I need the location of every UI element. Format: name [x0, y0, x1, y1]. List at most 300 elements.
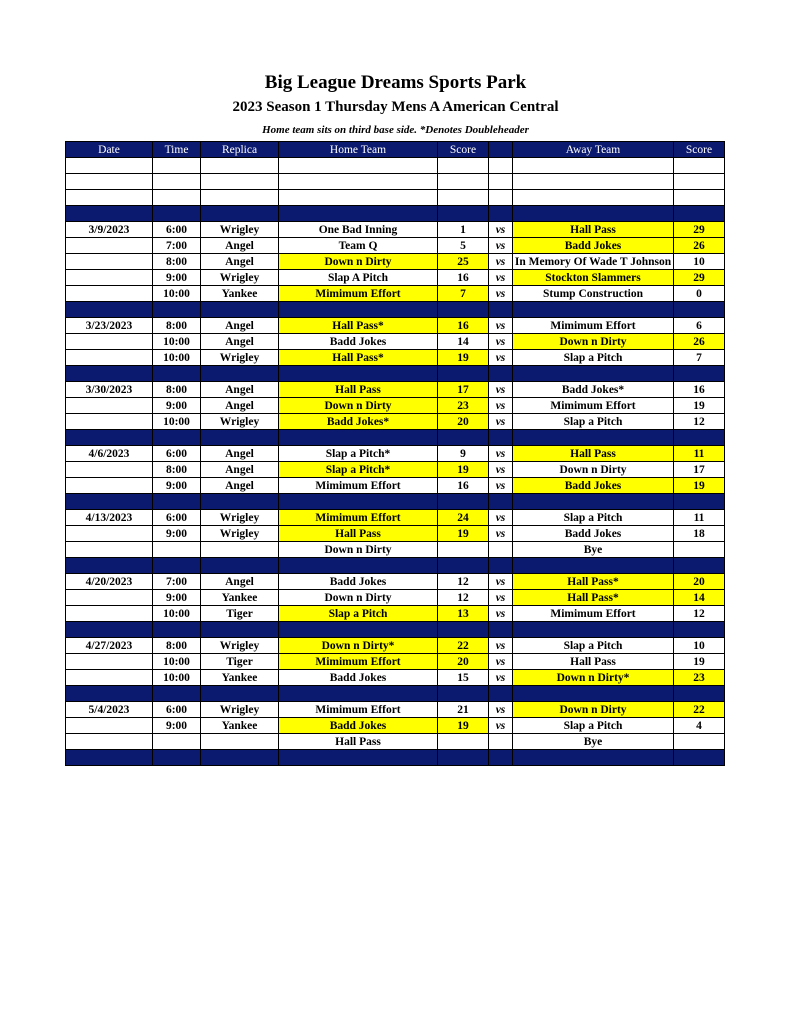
time-cell: 10:00 — [153, 654, 201, 670]
separator-cell — [513, 558, 674, 574]
away-score-cell: 6 — [674, 318, 725, 334]
col-header: Away Team — [513, 142, 674, 158]
blank-row — [66, 190, 725, 206]
away-team-cell: Down n Dirty — [513, 462, 674, 478]
blank-cell — [201, 174, 279, 190]
blank-cell — [279, 174, 438, 190]
away-score-cell: 19 — [674, 478, 725, 494]
home-score-cell: 15 — [438, 670, 489, 686]
vs-cell: vs — [489, 270, 513, 286]
away-score-cell: 19 — [674, 398, 725, 414]
col-header: Replica — [201, 142, 279, 158]
replica-cell: Wrigley — [201, 270, 279, 286]
blank-cell — [279, 190, 438, 206]
separator-cell — [201, 302, 279, 318]
blank-row — [66, 174, 725, 190]
game-row — [66, 654, 725, 670]
date-cell — [66, 350, 153, 366]
away-score-cell: 10 — [674, 254, 725, 270]
game-row — [66, 638, 725, 654]
vs-cell: vs — [489, 638, 513, 654]
separator-cell — [201, 430, 279, 446]
away-score-cell: 29 — [674, 222, 725, 238]
away-team-cell: Mimimum Effort — [513, 398, 674, 414]
blank-row — [66, 158, 725, 174]
home-score-cell: 7 — [438, 286, 489, 302]
date-cell: 3/9/2023 — [66, 222, 153, 238]
game-row — [66, 462, 725, 478]
home-score-cell: 19 — [438, 526, 489, 542]
time-cell: 10:00 — [153, 606, 201, 622]
separator-cell — [489, 686, 513, 702]
separator-cell — [674, 494, 725, 510]
separator-row — [66, 430, 725, 446]
vs-cell: vs — [489, 446, 513, 462]
home-score-cell: 19 — [438, 350, 489, 366]
replica-cell: Wrigley — [201, 350, 279, 366]
blank-cell — [66, 174, 153, 190]
home-score-cell: 5 — [438, 238, 489, 254]
away-score-cell: 12 — [674, 606, 725, 622]
time-cell — [153, 542, 201, 558]
vs-cell: vs — [489, 670, 513, 686]
game-row — [66, 222, 725, 238]
home-team-cell: Team Q — [279, 238, 438, 254]
away-team-cell: Hall Pass — [513, 222, 674, 238]
away-team-cell: Slap a Pitch — [513, 718, 674, 734]
blank-cell — [513, 174, 674, 190]
time-cell — [153, 734, 201, 750]
away-score-cell: 16 — [674, 382, 725, 398]
separator-cell — [438, 494, 489, 510]
time-cell: 7:00 — [153, 238, 201, 254]
blank-cell — [674, 158, 725, 174]
separator-cell — [279, 430, 438, 446]
separator-cell — [279, 302, 438, 318]
home-team-cell: Mimimum Effort — [279, 478, 438, 494]
date-cell — [66, 734, 153, 750]
away-team-cell: Bye — [513, 734, 674, 750]
separator-cell — [66, 206, 153, 222]
game-row — [66, 574, 725, 590]
separator-cell — [513, 206, 674, 222]
home-score-cell: 16 — [438, 478, 489, 494]
page-subtitle: 2023 Season 1 Thursday Mens A American Central — [232, 99, 559, 115]
home-team-cell: Mimimum Effort — [279, 510, 438, 526]
game-row — [66, 382, 725, 398]
replica-cell: Tiger — [201, 654, 279, 670]
date-cell: 5/4/2023 — [66, 702, 153, 718]
replica-cell: Angel — [201, 382, 279, 398]
page-title: Big League Dreams Sports Park — [264, 72, 527, 93]
home-score-cell: 21 — [438, 702, 489, 718]
game-row — [66, 350, 725, 366]
blank-cell — [674, 174, 725, 190]
away-score-cell: 7 — [674, 350, 725, 366]
away-team-cell: Down n Dirty* — [513, 670, 674, 686]
replica-cell: Angel — [201, 446, 279, 462]
home-team-cell: Down n Dirty* — [279, 638, 438, 654]
separator-cell — [513, 302, 674, 318]
date-cell — [66, 254, 153, 270]
date-cell — [66, 398, 153, 414]
separator-cell — [66, 430, 153, 446]
home-score-cell: 16 — [438, 270, 489, 286]
time-cell: 10:00 — [153, 350, 201, 366]
vs-cell: vs — [489, 238, 513, 254]
separator-cell — [153, 494, 201, 510]
separator-cell — [201, 622, 279, 638]
away-team-cell: Slap a Pitch — [513, 414, 674, 430]
game-row — [66, 702, 725, 718]
home-score-cell: 24 — [438, 510, 489, 526]
blank-cell — [153, 190, 201, 206]
vs-cell: vs — [489, 382, 513, 398]
home-team-cell: Down n Dirty — [279, 590, 438, 606]
col-header: Home Team — [279, 142, 438, 158]
home-score-cell: 13 — [438, 606, 489, 622]
replica-cell: Wrigley — [201, 638, 279, 654]
away-score-cell: 10 — [674, 638, 725, 654]
date-cell — [66, 670, 153, 686]
home-score-cell: 20 — [438, 654, 489, 670]
time-cell: 10:00 — [153, 334, 201, 350]
home-team-cell: Hall Pass* — [279, 318, 438, 334]
away-score-cell: 11 — [674, 446, 725, 462]
time-cell: 10:00 — [153, 414, 201, 430]
replica-cell: Wrigley — [201, 414, 279, 430]
col-header: Date — [66, 142, 153, 158]
replica-cell: Angel — [201, 238, 279, 254]
home-team-cell: Badd Jokes — [279, 334, 438, 350]
home-team-cell: Down n Dirty — [279, 542, 438, 558]
away-team-cell: Stockton Slammers — [513, 270, 674, 286]
replica-cell: Yankee — [201, 590, 279, 606]
away-score-cell — [674, 542, 725, 558]
separator-cell — [674, 686, 725, 702]
game-row — [66, 590, 725, 606]
home-team-cell: Badd Jokes — [279, 574, 438, 590]
time-cell: 9:00 — [153, 718, 201, 734]
date-cell: 4/6/2023 — [66, 446, 153, 462]
separator-cell — [279, 686, 438, 702]
separator-cell — [153, 750, 201, 766]
vs-cell — [489, 734, 513, 750]
vs-cell: vs — [489, 286, 513, 302]
date-cell: 3/23/2023 — [66, 318, 153, 334]
separator-cell — [513, 750, 674, 766]
game-row — [66, 254, 725, 270]
separator-row — [66, 686, 725, 702]
blank-cell — [438, 174, 489, 190]
separator-cell — [674, 622, 725, 638]
away-score-cell: 11 — [674, 510, 725, 526]
separator-cell — [66, 302, 153, 318]
away-team-cell: Badd Jokes — [513, 238, 674, 254]
date-cell — [66, 462, 153, 478]
separator-cell — [513, 494, 674, 510]
separator-row — [66, 366, 725, 382]
time-cell: 9:00 — [153, 398, 201, 414]
home-team-cell: Slap A Pitch — [279, 270, 438, 286]
blank-cell — [513, 190, 674, 206]
separator-cell — [66, 494, 153, 510]
replica-cell: Wrigley — [201, 510, 279, 526]
separator-cell — [279, 206, 438, 222]
separator-cell — [438, 686, 489, 702]
vs-cell: vs — [489, 222, 513, 238]
time-cell: 6:00 — [153, 222, 201, 238]
separator-cell — [674, 430, 725, 446]
header-row — [66, 142, 725, 158]
separator-cell — [438, 622, 489, 638]
separator-cell — [201, 750, 279, 766]
separator-cell — [66, 366, 153, 382]
home-team-cell: Badd Jokes — [279, 718, 438, 734]
col-header: Score — [674, 142, 725, 158]
home-score-cell: 17 — [438, 382, 489, 398]
home-team-cell: Slap a Pitch* — [279, 446, 438, 462]
col-header: Time — [153, 142, 201, 158]
home-team-cell: Mimimum Effort — [279, 654, 438, 670]
separator-cell — [153, 430, 201, 446]
home-team-cell: One Bad Inning — [279, 222, 438, 238]
date-cell: 4/13/2023 — [66, 510, 153, 526]
home-score-cell: 12 — [438, 574, 489, 590]
date-cell — [66, 590, 153, 606]
game-row — [66, 398, 725, 414]
time-cell: 8:00 — [153, 382, 201, 398]
vs-cell: vs — [489, 590, 513, 606]
home-team-cell: Down n Dirty — [279, 254, 438, 270]
home-score-cell: 19 — [438, 462, 489, 478]
time-cell: 7:00 — [153, 574, 201, 590]
separator-cell — [513, 622, 674, 638]
separator-cell — [153, 366, 201, 382]
home-team-cell: Slap a Pitch* — [279, 462, 438, 478]
away-team-cell: Down n Dirty — [513, 702, 674, 718]
separator-cell — [153, 206, 201, 222]
game-row — [66, 270, 725, 286]
vs-cell: vs — [489, 254, 513, 270]
away-score-cell — [674, 734, 725, 750]
separator-cell — [489, 302, 513, 318]
game-row — [66, 318, 725, 334]
separator-cell — [153, 302, 201, 318]
home-score-cell — [438, 542, 489, 558]
date-cell — [66, 526, 153, 542]
date-cell — [66, 542, 153, 558]
game-row — [66, 670, 725, 686]
away-team-cell: Badd Jokes* — [513, 382, 674, 398]
vs-cell: vs — [489, 318, 513, 334]
separator-cell — [66, 558, 153, 574]
away-score-cell: 23 — [674, 670, 725, 686]
away-team-cell: Hall Pass — [513, 446, 674, 462]
game-row — [66, 334, 725, 350]
home-score-cell: 1 — [438, 222, 489, 238]
vs-cell: vs — [489, 398, 513, 414]
home-score-cell: 20 — [438, 414, 489, 430]
blank-cell — [438, 190, 489, 206]
blank-cell — [489, 190, 513, 206]
schedule-note: Home team sits on third base side. *Denotes Doubleheader — [262, 124, 529, 136]
separator-cell — [279, 558, 438, 574]
date-cell: 4/27/2023 — [66, 638, 153, 654]
separator-cell — [279, 622, 438, 638]
away-team-cell: Mimimum Effort — [513, 318, 674, 334]
separator-cell — [489, 750, 513, 766]
away-team-cell: Stump Construction — [513, 286, 674, 302]
home-team-cell: Badd Jokes* — [279, 414, 438, 430]
date-cell — [66, 654, 153, 670]
replica-cell: Angel — [201, 318, 279, 334]
separator-row — [66, 558, 725, 574]
separator-cell — [66, 622, 153, 638]
separator-row — [66, 622, 725, 638]
separator-cell — [489, 494, 513, 510]
game-row — [66, 238, 725, 254]
away-score-cell: 26 — [674, 334, 725, 350]
date-cell — [66, 286, 153, 302]
blank-cell — [201, 158, 279, 174]
col-header: Score — [438, 142, 489, 158]
date-cell — [66, 414, 153, 430]
blank-cell — [438, 158, 489, 174]
separator-cell — [153, 686, 201, 702]
blank-cell — [153, 158, 201, 174]
home-team-cell: Mimimum Effort — [279, 702, 438, 718]
game-row — [66, 606, 725, 622]
separator-cell — [66, 686, 153, 702]
away-score-cell: 20 — [674, 574, 725, 590]
home-team-cell: Hall Pass — [279, 382, 438, 398]
date-cell — [66, 334, 153, 350]
away-score-cell: 12 — [674, 414, 725, 430]
game-row — [66, 526, 725, 542]
bye-row — [66, 734, 725, 750]
separator-cell — [438, 302, 489, 318]
away-team-cell: Slap a Pitch — [513, 350, 674, 366]
separator-cell — [438, 206, 489, 222]
game-row — [66, 478, 725, 494]
blank-cell — [489, 158, 513, 174]
replica-cell: Angel — [201, 334, 279, 350]
separator-cell — [201, 366, 279, 382]
game-row — [66, 286, 725, 302]
separator-cell — [279, 750, 438, 766]
time-cell: 6:00 — [153, 702, 201, 718]
replica-cell — [201, 542, 279, 558]
replica-cell: Angel — [201, 254, 279, 270]
vs-cell: vs — [489, 334, 513, 350]
separator-row — [66, 750, 725, 766]
separator-cell — [489, 206, 513, 222]
vs-cell: vs — [489, 478, 513, 494]
date-cell: 4/20/2023 — [66, 574, 153, 590]
vs-cell: vs — [489, 718, 513, 734]
time-cell: 9:00 — [153, 526, 201, 542]
blank-cell — [153, 174, 201, 190]
separator-cell — [279, 494, 438, 510]
home-score-cell: 23 — [438, 398, 489, 414]
home-score-cell: 25 — [438, 254, 489, 270]
away-team-cell: In Memory Of Wade T Johnson — [513, 254, 674, 270]
vs-cell: vs — [489, 606, 513, 622]
schedule-body — [66, 158, 725, 766]
separator-cell — [489, 430, 513, 446]
separator-cell — [438, 430, 489, 446]
home-score-cell: 12 — [438, 590, 489, 606]
away-score-cell: 22 — [674, 702, 725, 718]
date-cell — [66, 606, 153, 622]
replica-cell: Angel — [201, 462, 279, 478]
separator-row — [66, 302, 725, 318]
home-team-cell: Slap a Pitch — [279, 606, 438, 622]
game-row — [66, 414, 725, 430]
separator-cell — [674, 302, 725, 318]
vs-cell: vs — [489, 414, 513, 430]
home-team-cell: Hall Pass — [279, 526, 438, 542]
game-row — [66, 510, 725, 526]
separator-cell — [201, 686, 279, 702]
home-score-cell — [438, 734, 489, 750]
separator-cell — [489, 366, 513, 382]
replica-cell — [201, 734, 279, 750]
time-cell: 10:00 — [153, 670, 201, 686]
separator-cell — [489, 622, 513, 638]
separator-cell — [438, 366, 489, 382]
blank-cell — [66, 190, 153, 206]
away-score-cell: 26 — [674, 238, 725, 254]
vs-cell: vs — [489, 702, 513, 718]
replica-cell: Wrigley — [201, 702, 279, 718]
away-team-cell: Down n Dirty — [513, 334, 674, 350]
separator-cell — [513, 366, 674, 382]
separator-cell — [438, 750, 489, 766]
home-team-cell: Badd Jokes — [279, 670, 438, 686]
replica-cell: Yankee — [201, 286, 279, 302]
col-header — [489, 142, 513, 158]
replica-cell: Wrigley — [201, 222, 279, 238]
home-team-cell: Mimimum Effort — [279, 286, 438, 302]
time-cell: 6:00 — [153, 446, 201, 462]
separator-cell — [201, 494, 279, 510]
vs-cell: vs — [489, 510, 513, 526]
time-cell: 6:00 — [153, 510, 201, 526]
date-cell — [66, 478, 153, 494]
blank-cell — [201, 190, 279, 206]
home-score-cell: 9 — [438, 446, 489, 462]
replica-cell: Wrigley — [201, 526, 279, 542]
time-cell: 8:00 — [153, 462, 201, 478]
schedule-table — [65, 141, 725, 766]
time-cell: 8:00 — [153, 254, 201, 270]
separator-row — [66, 494, 725, 510]
separator-row — [66, 206, 725, 222]
vs-cell — [489, 542, 513, 558]
separator-cell — [513, 430, 674, 446]
date-cell — [66, 718, 153, 734]
time-cell: 8:00 — [153, 318, 201, 334]
vs-cell: vs — [489, 462, 513, 478]
vs-cell: vs — [489, 526, 513, 542]
away-team-cell: Hall Pass* — [513, 590, 674, 606]
date-cell — [66, 238, 153, 254]
separator-cell — [674, 206, 725, 222]
bye-row — [66, 542, 725, 558]
home-team-cell: Down n Dirty — [279, 398, 438, 414]
